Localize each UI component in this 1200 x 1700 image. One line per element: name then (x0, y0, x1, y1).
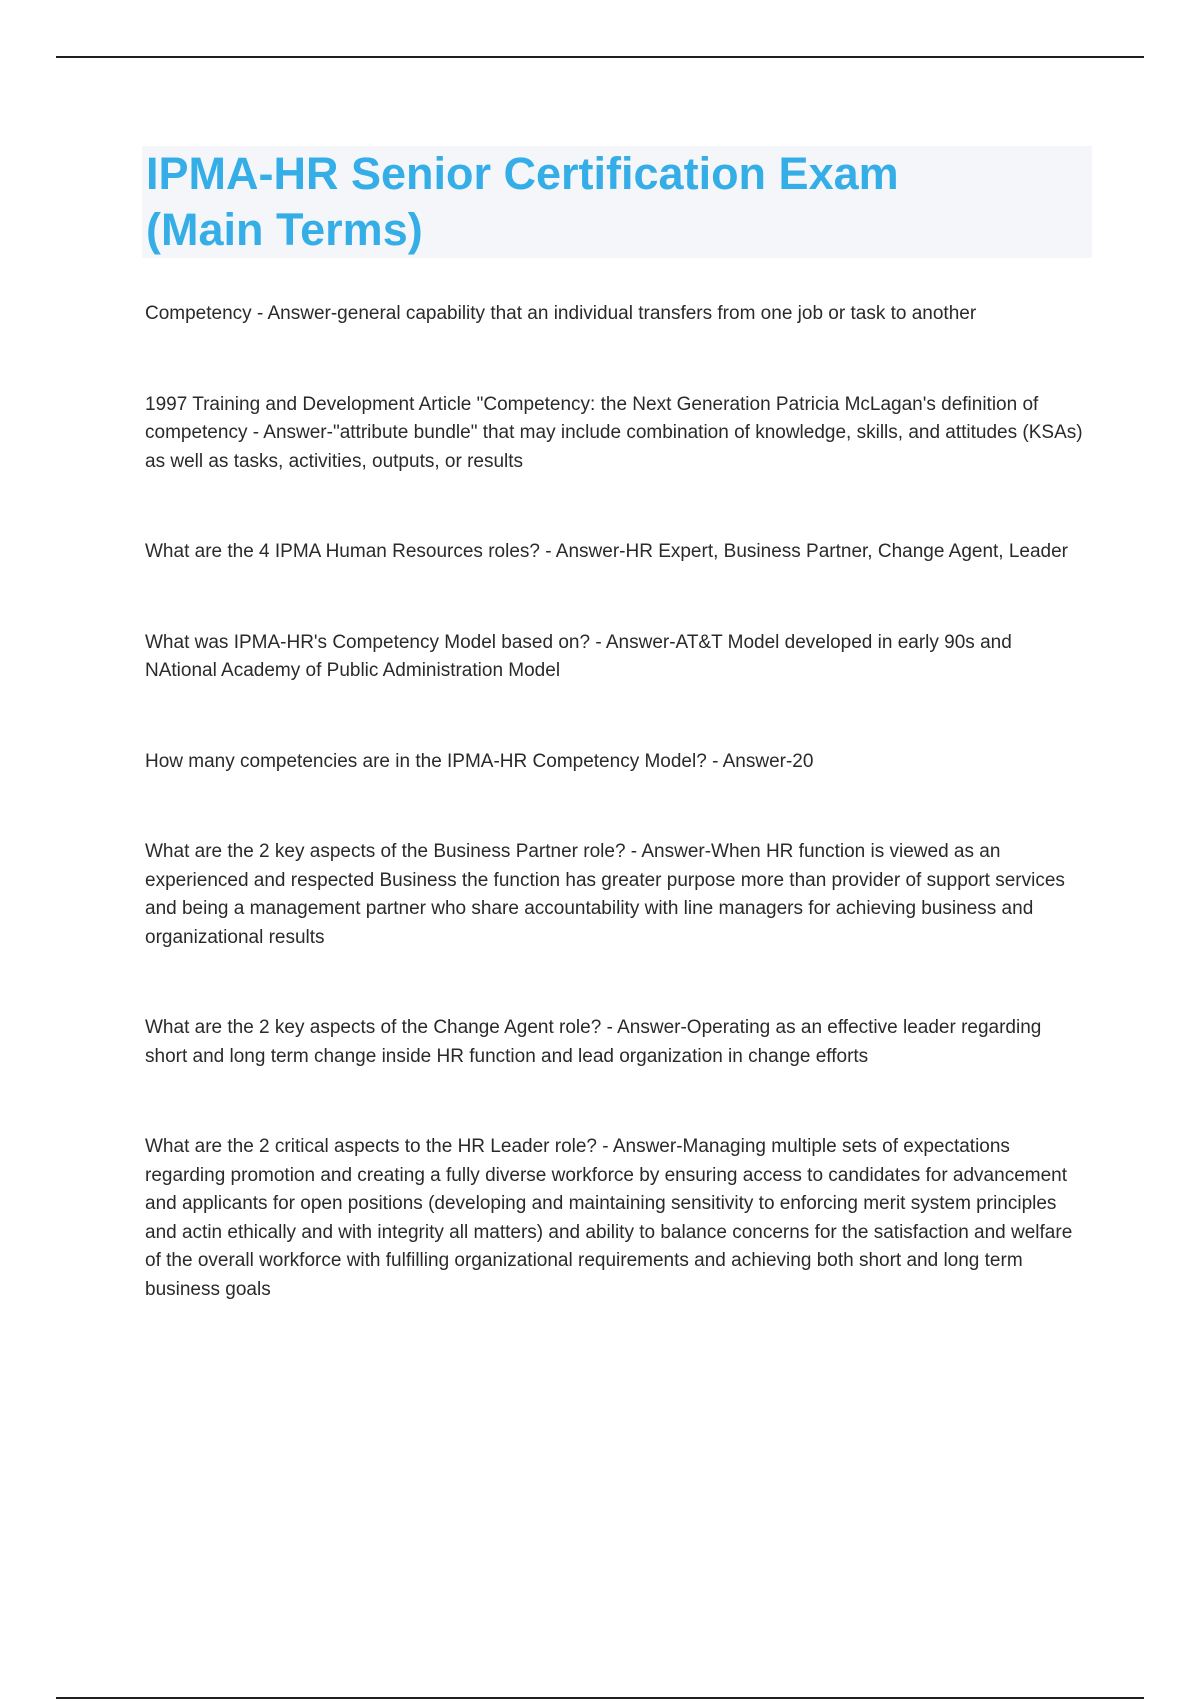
term-entry-competency-count: How many competencies are in the IPMA-HR Competency Model? - Answer-20 (145, 750, 814, 772)
title-banner (142, 146, 1092, 258)
title-line-1: IPMA-HR Senior Certification Exam (146, 148, 899, 199)
term-entry-competency: Competency - Answer-general capability that an individual transfers from one job or task to another (145, 303, 977, 324)
document-title (146, 146, 1092, 258)
terms-list (145, 300, 1085, 1304)
term-entry-hr-roles: What are the 4 IPMA Human Resources roles? - Answer-HR Expert, Business Partner, Change Agent, Leader (145, 541, 1069, 562)
term-entry-mclagan-definition: 1997 Training and Development Article "Competency: the Next Generation Patricia McLagan's definition of competency - Answer-"attribute bundle" that may include combination of knowledge, skills, and attitudes (KSAs) as well as tasks, activities, outputs, or results (145, 393, 1083, 472)
term-entry-business-partner: What are the 2 key aspects of the Business Partner role? - Answer-When HR function is viewed as an experienced and respected Business the function has greater purpose more than provider of support services and being a management partner who share accountability with line managers for achieving business and organizational results (145, 841, 1065, 948)
top-rule (56, 56, 1144, 58)
term-entry-change-agent: What are the 2 key aspects of the Change Agent role? - Answer-Operating as an effective leader regarding short and long term change inside HR function and lead organization in change efforts (145, 1017, 1042, 1067)
bottom-rule (56, 1697, 1144, 1699)
term-entry-hr-leader: What are the 2 critical aspects to the HR Leader role? - Answer-Managing multiple sets of expectations regarding promotion and creating a fully diverse workforce by ensuring access to candidates for advancement and applicants for open positions (developing and maintaining sensitivity to enforcing merit system principles and actin ethically and with integrity all matters) and ability to balance concerns for the satisfaction and welfare of the overall workforce with fulfilling organizational requirements and achieving both short and long term business goals (145, 1136, 1073, 1300)
term-entry-model-basis: What was IPMA-HR's Competency Model based on? - Answer-AT&T Model developed in early 90s and NAtional Academy of Public Administration Model (145, 631, 1012, 681)
title-line-2: (Main Terms) (146, 204, 423, 255)
